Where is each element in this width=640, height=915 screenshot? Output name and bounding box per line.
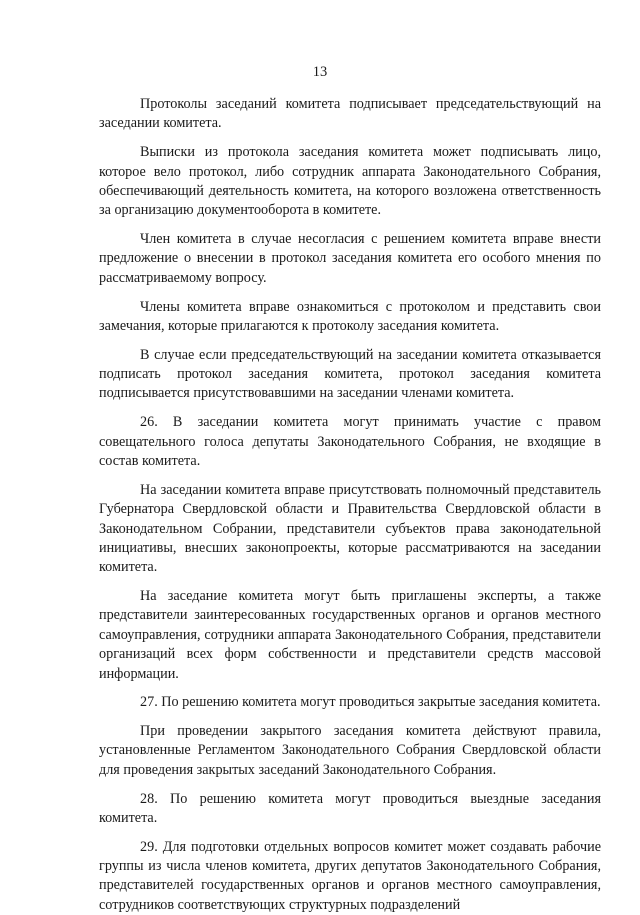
- paragraph-item-27: 27. По решению комитета могут проводиться закрытые заседания комитета.: [140, 694, 601, 711]
- paragraph-closed-session-rules: При проведении закрытого заседания комитета действуют правила, установленные Регламентом Законодательного Собрания Свердловской области для проведения закрытых заседаний Законодательного Собрания.: [99, 723, 601, 778]
- paragraph-member-remarks: Члены комитета вправе ознакомиться с протоколом и представить свои замечания, которые прилагаются к протоколу заседания комитета.: [99, 298, 601, 334]
- paragraph-governor-representative: На заседании комитета вправе присутствовать полномочный представитель Губернатора Свердловской области и Правительства Свердловской области в Законодательном Собрании, представители субъектов права законодательной инициативы, внесших законопроекты, которые рассматриваются на заседании комитета.: [99, 481, 601, 576]
- paragraph-refusal-to-sign: В случае если председательствующий на заседании комитета отказывается подписать протокол заседания комитета, протокол заседания комитета подписывается присутствовавшими на заседании членами комитета.: [99, 346, 601, 402]
- document-body: [99, 95, 601, 915]
- page-number: 13: [312, 64, 328, 80]
- paragraph-item-28: 28. По решению комитета могут проводиться выездные заседания комитета.: [99, 790, 601, 826]
- paragraph-invited-experts: На заседание комитета могут быть приглашены эксперты, а также представители заинтересованных государственных органов и органов местного самоуправления, сотрудники аппарата Законодательного Собрания, представители организаций всех форм собственности и представители средств массовой информации.: [99, 588, 601, 682]
- paragraph-item-29: 29. Для подготовки отдельных вопросов комитет может создавать рабочие группы из числа членов комитета, других депутатов Законодательного Собрания, представителей государственных органов и органов местного самоуправления, сотрудников соответствующих структурных подразделений: [99, 838, 601, 913]
- paragraph-item-26: 26. В заседании комитета могут принимать участие с правом совещательного голоса депутаты Законодательного Собрания, не входящие в состав комитета.: [99, 414, 601, 469]
- paragraph-protocol-extracts: Выписки из протокола заседания комитета может подписывать лицо, которое вело протокол, либо сотрудник аппарата Законодательного Собрания, обеспечивающий деятельность комитета, на которого возложена ответственность за организацию документооборота в комитете.: [99, 144, 601, 219]
- paragraph-protocol-signing: Протоколы заседаний комитета подписывает председательствующий на заседании комитета.: [99, 96, 601, 132]
- paragraph-dissenting-opinion: Член комитета в случае несогласия с решением комитета вправе внести предложение о внесении в протокол заседания комитета его особого мнения по рассматриваемому вопросу.: [99, 231, 601, 286]
